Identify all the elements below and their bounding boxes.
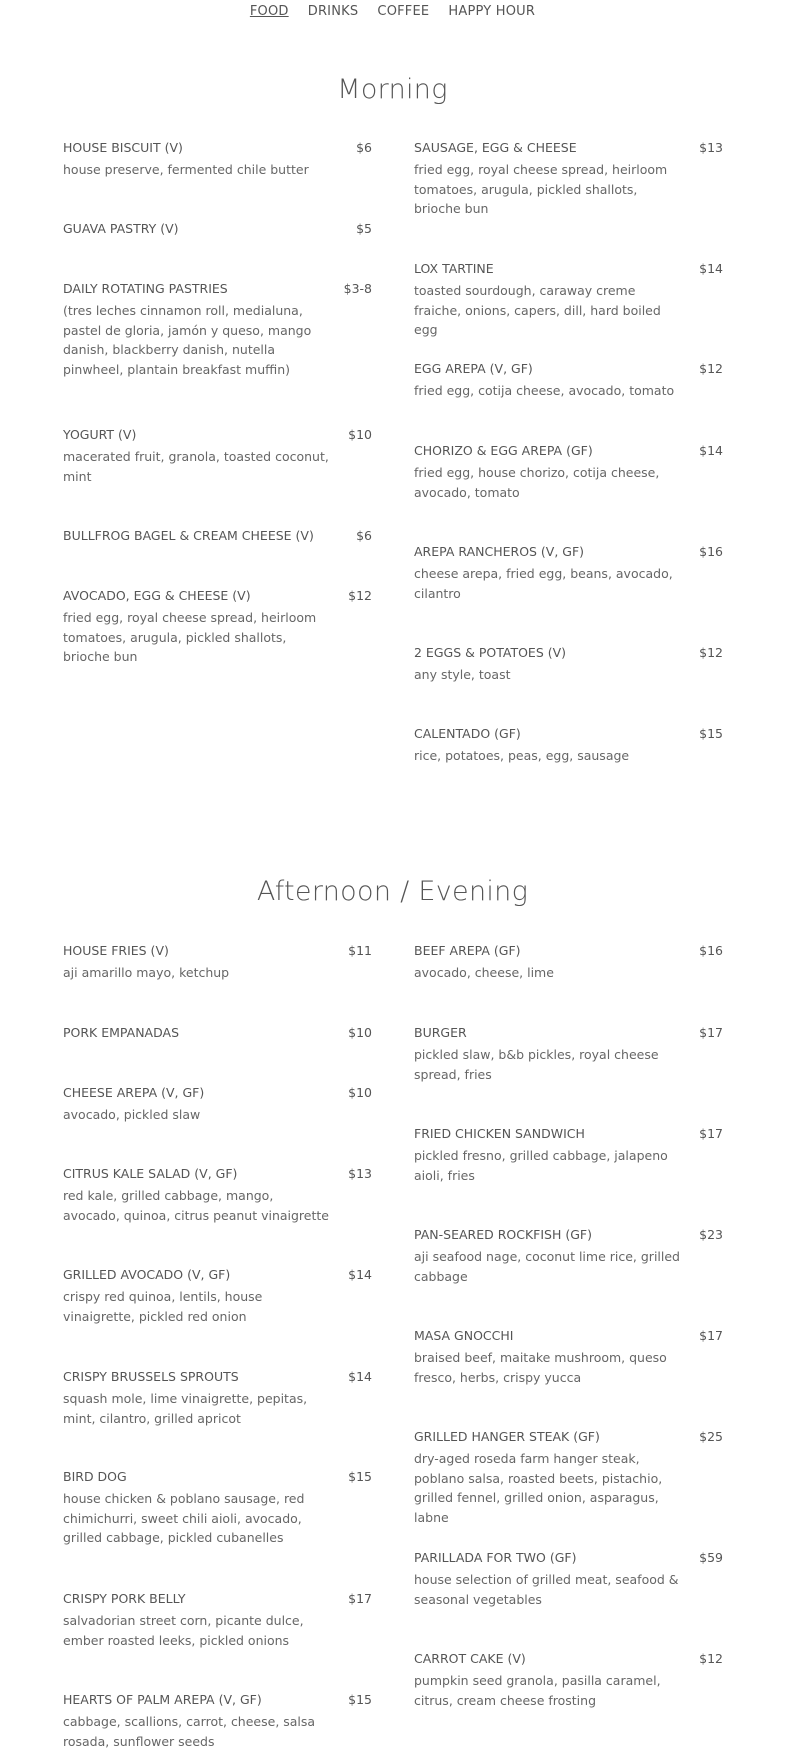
menu-item-header bbox=[63, 588, 372, 604]
menu-item-description: salvadorian street corn, picante dulce, ember roasted leeks, pickled onions bbox=[63, 1613, 304, 1648]
menu-item bbox=[414, 261, 723, 340]
menu-item-price: $12 bbox=[699, 1651, 723, 1666]
menu-item-header bbox=[414, 361, 723, 377]
menu-item-price: $17 bbox=[699, 1025, 723, 1040]
nav-happy-hour[interactable]: HAPPY HOUR bbox=[448, 4, 536, 19]
menu-item bbox=[414, 361, 723, 401]
menu-item-description: dry-aged roseda farm hanger steak, poblano salsa, roasted beets, pistachio, grilled fennel, grilled onion, asparagus, labne bbox=[414, 1451, 663, 1525]
section-title-morning: Morning bbox=[337, 74, 448, 105]
menu-item-price: $10 bbox=[348, 427, 372, 442]
menu-item-header bbox=[63, 1369, 372, 1385]
menu-item-price: $15 bbox=[348, 1692, 372, 1707]
menu-item bbox=[414, 726, 723, 766]
menu-item-price: $13 bbox=[348, 1166, 372, 1181]
menu-item-description: rice, potatoes, peas, egg, sausage bbox=[414, 748, 630, 763]
menu-item-description: fried egg, house chorizo, cotija cheese, avocado, tomato bbox=[414, 465, 660, 500]
menu-item-header bbox=[414, 443, 723, 459]
menu-item-header bbox=[63, 1469, 372, 1485]
menu-item-description: avocado, pickled slaw bbox=[63, 1107, 201, 1122]
menu-item-header bbox=[414, 1328, 723, 1344]
menu-item-price: $10 bbox=[348, 1085, 372, 1100]
menu-item-description: fried egg, royal cheese spread, heirloom tomatoes, arugula, pickled shallots, brioche bun bbox=[414, 162, 668, 216]
section-title-afternoon-evening: Afternoon / Evening bbox=[256, 876, 529, 907]
menu-item-description: (tres leches cinnamon roll, medialuna, pastel de gloria, jamón y queso, mango danish, blackberry danish, nutella pinwheel, plantain breakfast muffin) bbox=[63, 303, 312, 377]
menu-nav bbox=[0, 0, 785, 20]
menu-item-description: pumpkin seed granola, pasilla caramel, citrus, cream cheese frosting bbox=[414, 1673, 661, 1708]
menu-item bbox=[63, 427, 372, 486]
menu-item-header bbox=[414, 1429, 723, 1445]
menu-item-description: aji seafood nage, coconut lime rice, grilled cabbage bbox=[414, 1249, 680, 1284]
menu-item-header bbox=[414, 726, 723, 742]
menu-item-name: YOGURT (V) bbox=[63, 427, 137, 442]
menu-item-name: GRILLED HANGER STEAK (GF) bbox=[414, 1429, 600, 1444]
menu-item-name: DAILY ROTATING PASTRIES bbox=[63, 281, 228, 296]
menu-item-price: $14 bbox=[348, 1267, 372, 1282]
menu-item bbox=[414, 1126, 723, 1185]
menu-item bbox=[63, 943, 372, 983]
menu-item-header bbox=[63, 1085, 372, 1101]
menu-item bbox=[63, 140, 372, 180]
menu-item bbox=[63, 588, 372, 667]
menu-item-price: $3-8 bbox=[343, 281, 372, 296]
menu-item-name: BULLFROG BAGEL & CREAM CHEESE (V) bbox=[63, 528, 314, 543]
menu-item-description: red kale, grilled cabbage, mango, avocado, quinoa, citrus peanut vinaigrette bbox=[63, 1188, 329, 1223]
menu-item-header bbox=[63, 528, 372, 544]
menu-item-price: $17 bbox=[348, 1591, 372, 1606]
menu-item bbox=[414, 1651, 723, 1710]
menu-item-name: LOX TARTINE bbox=[414, 261, 494, 276]
menu-item-description: squash mole, lime vinaigrette, pepitas, mint, cilantro, grilled apricot bbox=[63, 1391, 308, 1426]
menu-item bbox=[63, 1085, 372, 1125]
menu-item-header bbox=[63, 1692, 372, 1708]
menu-item-header bbox=[63, 1025, 372, 1041]
menu-item-name: PORK EMPANADAS bbox=[63, 1025, 179, 1040]
menu-item-price: $6 bbox=[356, 528, 372, 543]
menu-item-price: $15 bbox=[348, 1469, 372, 1484]
menu-item-description: braised beef, maitake mushroom, queso fresco, herbs, crispy yucca bbox=[414, 1350, 667, 1385]
menu-item bbox=[63, 528, 372, 544]
menu-item bbox=[414, 544, 723, 603]
menu-item-price: $17 bbox=[699, 1328, 723, 1343]
menu-item-description: house preserve, fermented chile butter bbox=[63, 162, 309, 177]
menu-item bbox=[414, 1550, 723, 1609]
menu-item-header bbox=[63, 1267, 372, 1283]
menu-item bbox=[63, 281, 372, 379]
menu-item bbox=[414, 140, 723, 219]
menu-item-header bbox=[63, 281, 372, 297]
menu-item bbox=[63, 1267, 372, 1326]
menu-item-name: BIRD DOG bbox=[63, 1469, 127, 1484]
menu-item-price: $23 bbox=[699, 1227, 723, 1242]
menu-item-header bbox=[63, 1166, 372, 1182]
menu-item-name: AREPA RANCHEROS (V, GF) bbox=[414, 544, 585, 559]
menu-item-description: any style, toast bbox=[414, 667, 511, 682]
menu-item-header bbox=[414, 544, 723, 560]
menu-item-header bbox=[414, 1025, 723, 1041]
menu-item-header bbox=[414, 943, 723, 959]
menu-item-description: fried egg, royal cheese spread, heirloom tomatoes, arugula, pickled shallots, brioche bun bbox=[63, 610, 317, 664]
menu-item-header bbox=[63, 943, 372, 959]
menu-item-name: HEARTS OF PALM AREPA (V, GF) bbox=[63, 1692, 262, 1707]
menu-item-header bbox=[63, 1591, 372, 1607]
menu-item bbox=[414, 943, 723, 983]
menu-item-name: CRISPY PORK BELLY bbox=[63, 1591, 186, 1606]
menu-item-name: HOUSE BISCUIT (V) bbox=[63, 140, 183, 155]
menu-item-name: FRIED CHICKEN SANDWICH bbox=[414, 1126, 585, 1141]
menu-item-price: $12 bbox=[699, 645, 723, 660]
menu-item bbox=[63, 1692, 372, 1749]
menu-item-header bbox=[414, 1550, 723, 1566]
menu-item-header bbox=[414, 140, 723, 156]
menu-item-description: house chicken & poblano sausage, red chimichurri, sweet chili aioli, avocado, grilled cabbage, pickled cubanelles bbox=[63, 1491, 305, 1545]
nav-food[interactable]: FOOD bbox=[249, 4, 289, 19]
menu-item-price: $16 bbox=[699, 544, 723, 559]
menu-item-name: CHEESE AREPA (V, GF) bbox=[63, 1085, 205, 1100]
menu-item-name: CARROT CAKE (V) bbox=[414, 1651, 526, 1666]
menu-item bbox=[414, 443, 723, 502]
menu-item-description: macerated fruit, granola, toasted coconut, mint bbox=[63, 449, 329, 484]
menu-item bbox=[414, 1025, 723, 1084]
menu-item-header bbox=[63, 427, 372, 443]
menu-item-description: cheese arepa, fried egg, beans, avocado, cilantro bbox=[414, 566, 673, 601]
menu-item-description: fried egg, cotija cheese, avocado, tomato bbox=[414, 383, 675, 398]
menu-item-description: house selection of grilled meat, seafood & seasonal vegetables bbox=[414, 1572, 679, 1607]
menu-item bbox=[63, 1025, 372, 1041]
menu-item-name: HOUSE FRIES (V) bbox=[63, 943, 169, 958]
menu-item-name: PAN-SEARED ROCKFISH (GF) bbox=[414, 1227, 592, 1242]
menu-item-description: toasted sourdough, caraway creme fraiche, onions, capers, dill, hard boiled egg bbox=[414, 283, 661, 337]
menu-item-name: AVOCADO, EGG & CHEESE (V) bbox=[63, 588, 251, 603]
menu-item-header bbox=[414, 645, 723, 661]
menu-item-name: CALENTADO (GF) bbox=[414, 726, 521, 741]
menu-item-price: $6 bbox=[356, 140, 372, 155]
menu-item-header bbox=[63, 140, 372, 156]
menu-item bbox=[414, 645, 723, 685]
menu-item-name: GUAVA PASTRY (V) bbox=[63, 221, 179, 236]
menu-item-name: EGG AREPA (V, GF) bbox=[414, 361, 533, 376]
nav-drinks[interactable]: DRINKS bbox=[307, 4, 359, 19]
menu-item-price: $13 bbox=[699, 140, 723, 155]
menu-item-description: avocado, cheese, lime bbox=[414, 965, 554, 980]
menu-item-description: pickled slaw, b&b pickles, royal cheese spread, fries bbox=[414, 1047, 659, 1082]
menu-item-price: $14 bbox=[699, 261, 723, 276]
menu-item-price: $25 bbox=[699, 1429, 723, 1444]
menu-item-description: pickled fresno, grilled cabbage, jalapeno aioli, fries bbox=[414, 1148, 668, 1183]
menu-item-price: $16 bbox=[699, 943, 723, 958]
menu-item-description: cabbage, scallions, carrot, cheese, salsa rosada, sunflower seeds bbox=[63, 1714, 316, 1749]
menu-item-header bbox=[414, 1227, 723, 1243]
menu-item bbox=[414, 1429, 723, 1527]
menu-item bbox=[63, 221, 372, 237]
menu-item bbox=[63, 1166, 372, 1225]
menu-item-header bbox=[414, 1651, 723, 1667]
menu-item-header bbox=[414, 1126, 723, 1142]
menu-item-header bbox=[414, 261, 723, 277]
nav-coffee[interactable]: COFFEE bbox=[377, 4, 430, 19]
menu-item-price: $11 bbox=[348, 943, 372, 958]
menu-item-name: BURGER bbox=[414, 1025, 467, 1040]
menu-item-description: crispy red quinoa, lentils, house vinaigrette, pickled red onion bbox=[63, 1289, 263, 1324]
menu-item bbox=[414, 1328, 723, 1387]
menu-item-price: $15 bbox=[699, 726, 723, 741]
menu-item-name: CRISPY BRUSSELS SPROUTS bbox=[63, 1369, 239, 1384]
menu-item-price: $12 bbox=[699, 361, 723, 376]
menu-item-price: $14 bbox=[348, 1369, 372, 1384]
menu-item bbox=[63, 1469, 372, 1548]
menu-item-price: $12 bbox=[348, 588, 372, 603]
menu-item-price: $5 bbox=[356, 221, 372, 236]
menu-item-price: $14 bbox=[699, 443, 723, 458]
menu-item-name: PARILLADA FOR TWO (GF) bbox=[414, 1550, 577, 1565]
menu-item-name: 2 EGGS & POTATOES (V) bbox=[414, 645, 567, 660]
menu-item-description: aji amarillo mayo, ketchup bbox=[63, 965, 230, 980]
menu-item bbox=[63, 1369, 372, 1428]
menu-item-header bbox=[63, 221, 372, 237]
menu-item-name: SAUSAGE, EGG & CHEESE bbox=[414, 140, 577, 155]
menu-item-name: BEEF AREPA (GF) bbox=[414, 943, 521, 958]
menu-item bbox=[63, 1591, 372, 1650]
menu-item-name: GRILLED AVOCADO (V, GF) bbox=[63, 1267, 231, 1282]
menu-item bbox=[414, 1227, 723, 1286]
menu-item-name: CHORIZO & EGG AREPA (GF) bbox=[414, 443, 593, 458]
menu-item-name: MASA GNOCCHI bbox=[414, 1328, 514, 1343]
menu-item-name: CITRUS KALE SALAD (V, GF) bbox=[63, 1166, 238, 1181]
menu-item-price: $17 bbox=[699, 1126, 723, 1141]
menu-item-price: $59 bbox=[699, 1550, 723, 1565]
menu-item-price: $10 bbox=[348, 1025, 372, 1040]
